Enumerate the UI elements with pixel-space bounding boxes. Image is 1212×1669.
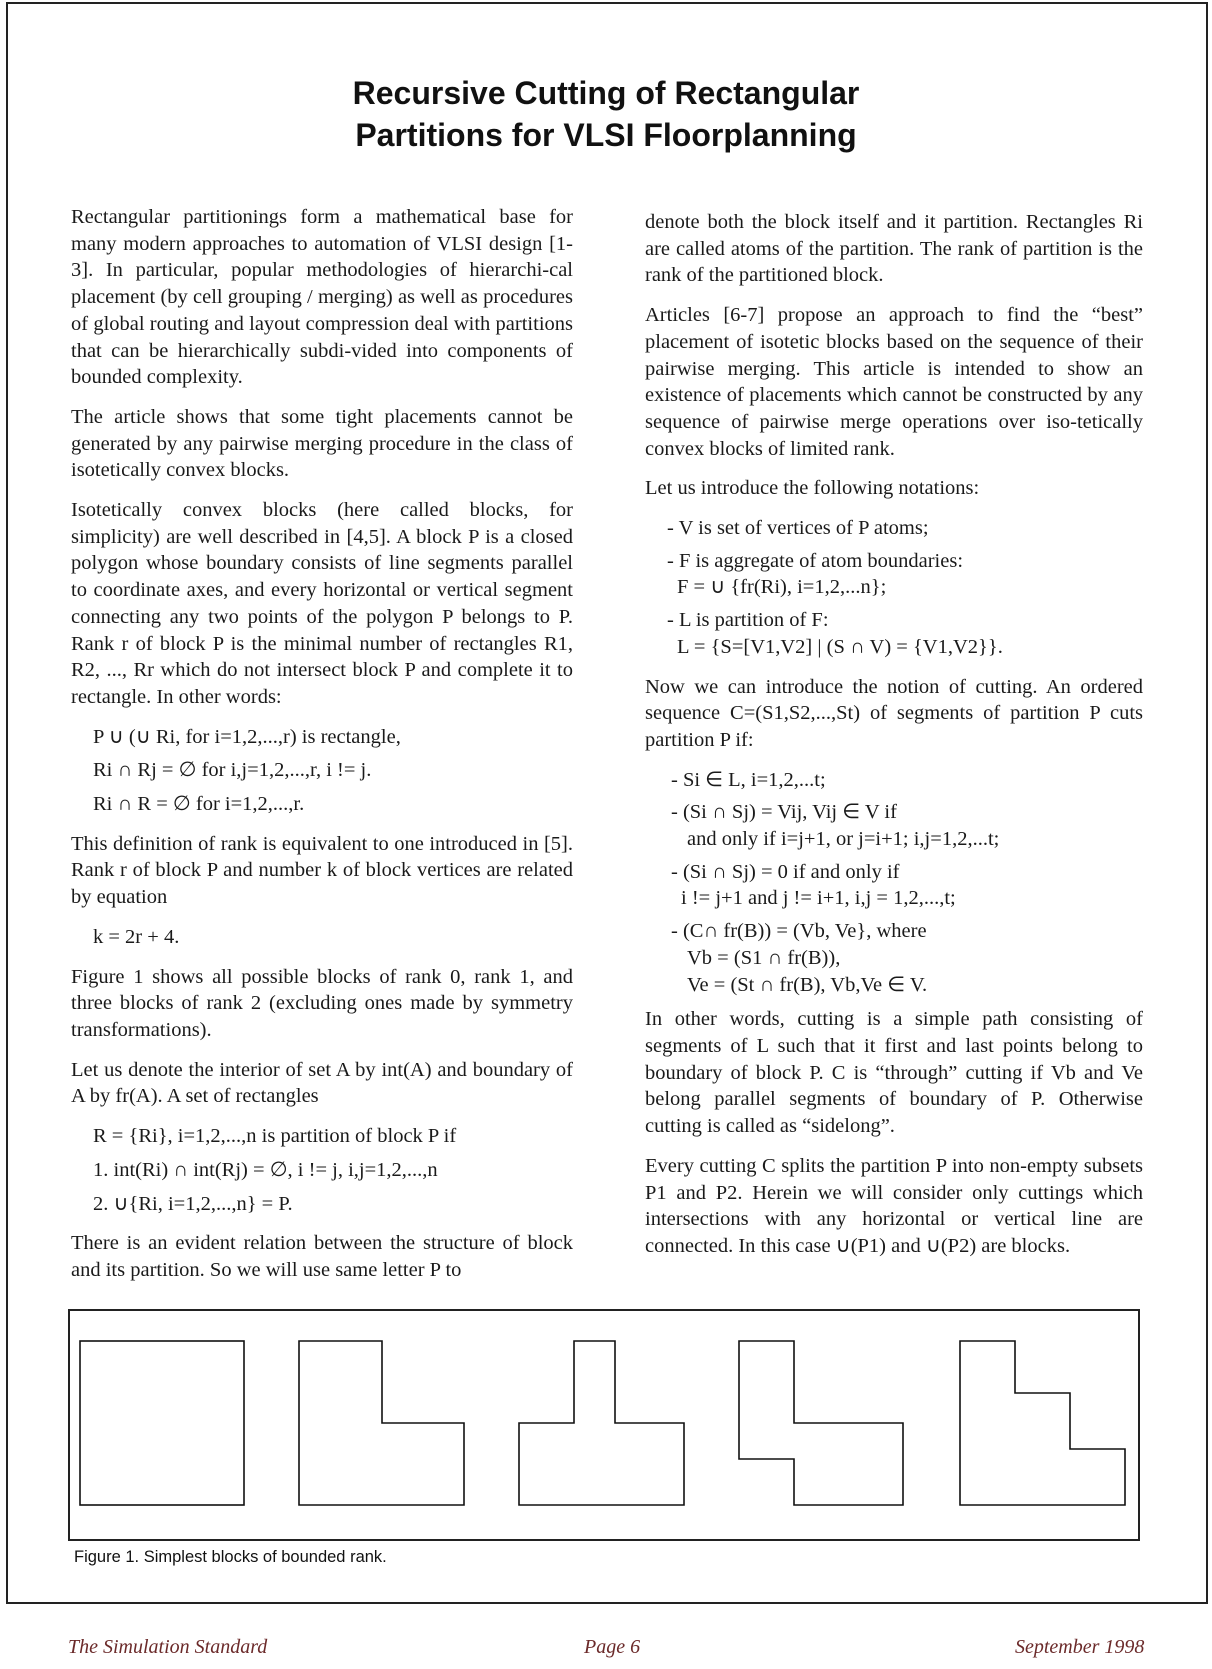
notation-text: - L is partition of F: (667, 609, 829, 632)
paragraph: Now we can introduce the notion of cutting. An ordered sequence C=(S1,S2,...,St) of segments of partition P cuts partition P if: (645, 675, 1143, 751)
block-rank-2-staircase (960, 1341, 1125, 1505)
equation: R = {Ri}, i=1,2,...,n is partition of block P if (93, 1125, 457, 1148)
notation-text: - V is set of vertices of P atoms; (667, 517, 929, 540)
paragraph: Figure 1 shows all possible blocks of rank 0, rank 1, and three blocks of rank 2 (excluding ones made by symmetry transformations). (71, 965, 573, 1041)
condition-text: - Si ∈ L, i=1,2,...t; (671, 768, 826, 791)
condition-text: - (Si ∩ Sj) = 0 if and only if (671, 860, 900, 883)
condition-text: and only if i=j+1, or j=i+1; i,j=1,2,...t; (687, 828, 1000, 851)
notation-item (667, 515, 1143, 542)
condition-text: i != j+1 and j != i+1, i,j = 1,2,...,t; (681, 887, 956, 910)
paragraph: The article shows that some tight placements cannot be generated by any pairwise merging procedure in the class of isotetically convex blocks. (71, 405, 573, 482)
paragraph: Articles [6-7] propose an approach to find the “best” placement of isotetic blocks based on the sequence of their pairwise merging. This article is intended to show an existence of placements which cannot be constructed by any sequence of pairwise merge operations over iso-tetically convex blocks of limited rank. (645, 304, 1143, 460)
notation-item (667, 548, 1143, 601)
paragraph: Isotetically convex blocks (here called blocks, for simplicity) are well described in [4,5]. A block P is a closed polygon whose boundary consists of line segments parallel to coordinate axes, and every horizontal or vertical segment connecting any two points of the polygon P belongs to P. Rank r of block P is the minimal number of rectangles R1, R2, ..., Rr which do not intersect block P and complete it to rectangle. In other words: (71, 499, 573, 708)
equation: 1. int(Ri) ∩ int(Rj) = ∅, i != j, i,j=1,2,...,n (93, 1158, 438, 1181)
paragraph: Let us denote the interior of set A by int(A) and boundary of A by fr(A). A set of rectangles (71, 1058, 573, 1108)
equation: P ∪ (∪ Ri, for i=1,2,...,r) is rectangle, (93, 725, 401, 748)
equation: k = 2r + 4. (93, 925, 180, 948)
paragraph: In other words, cutting is a simple path consisting of segments of L such that it first and last points belong to boundary of block P. C is “through” cutting if Vb and Ve belong parallel segments of boundary of P. Otherwise cutting is called as “sidelong”. (645, 1008, 1143, 1138)
figure-1 (68, 1309, 1140, 1541)
condition-text: Vb = (S1 ∩ fr(B)), (687, 946, 841, 969)
block-rank-1-l-shape (299, 1341, 464, 1505)
equation: 2. ∪{Ri, i=1,2,...,n} = P. (93, 1192, 293, 1215)
condition-text: Ve = (St ∩ fr(B), Vb,Ve ∈ V. (687, 973, 928, 996)
notation-item (667, 607, 1143, 660)
footer-date: September 1998 (1015, 1636, 1145, 1658)
condition-text: - (Si ∩ Sj) = Vij, Vij ∈ V if (671, 801, 897, 824)
condition-item (671, 799, 1143, 852)
figure-1-drawing (70, 1311, 1142, 1543)
paragraph: Rectangular partitionings form a mathematical base for many modern approaches to automation of VLSI design [1-3]. In particular, popular methodologies of hierarchi-cal placement (by cell grouping / merging) as well as procedures of global routing and layout compression deal with partitions that can be hierarchically subdi-vided into components of bounded complexity. (71, 206, 573, 389)
condition-item (671, 918, 1143, 998)
footer-publication: The Simulation Standard (68, 1636, 268, 1658)
block-rank-2-z-shape (739, 1341, 903, 1505)
article-title (0, 72, 1212, 156)
equation: Ri ∩ R = ∅ for i=1,2,...,r. (93, 793, 305, 816)
paragraph: This definition of rank is equivalent to one introduced in [5]. Rank r of block P and number k of block vertices are related by equation (71, 832, 573, 909)
condition-item (671, 859, 1143, 912)
block-rank-0-rectangle (80, 1341, 244, 1505)
notation-text: F = ∪ {fr(Ri), i=1,2,...n}; (677, 576, 887, 599)
title-line-2: Partitions for VLSI Floorplanning (355, 117, 857, 153)
figure-caption: Figure 1. Simplest blocks of bounded rank. (74, 1548, 387, 1566)
equation: Ri ∩ Rj = ∅ for i,j=1,2,...,r, i != j. (93, 759, 372, 782)
notation-text: - F is aggregate of atom boundaries: (667, 549, 964, 572)
left-column (71, 204, 573, 1297)
notation-text: L = {S=[V1,V2] | (S ∩ V) = {V1,V2}}. (677, 635, 1003, 658)
condition-item (671, 767, 1143, 794)
paragraph: There is an evident relation between the structure of block and its partition. So we will use same letter P to (71, 1232, 573, 1281)
block-rank-2-t-shape (519, 1341, 684, 1505)
paragraph: Let us introduce the following notations: (645, 477, 980, 500)
condition-text: - (C∩ fr(B)) = (Vb, Ve}, where (671, 920, 927, 943)
paragraph: Every cutting C splits the partition P into non-empty subsets P1 and P2. Herein we will consider only cuttings which intersections with any horizontal or vertical line are connected. In this case ∪(P1) and ∪(P2) are blocks. (645, 1154, 1143, 1257)
footer-page-number: Page 6 (584, 1636, 641, 1658)
right-column (645, 209, 1143, 1273)
title-line-1: Recursive Cutting of Rectangular (352, 75, 860, 111)
paragraph: denote both the block itself and it partition. Rectangles Ri are called atoms of the partition. The rank of partition is the rank of the partitioned block. (645, 211, 1143, 287)
